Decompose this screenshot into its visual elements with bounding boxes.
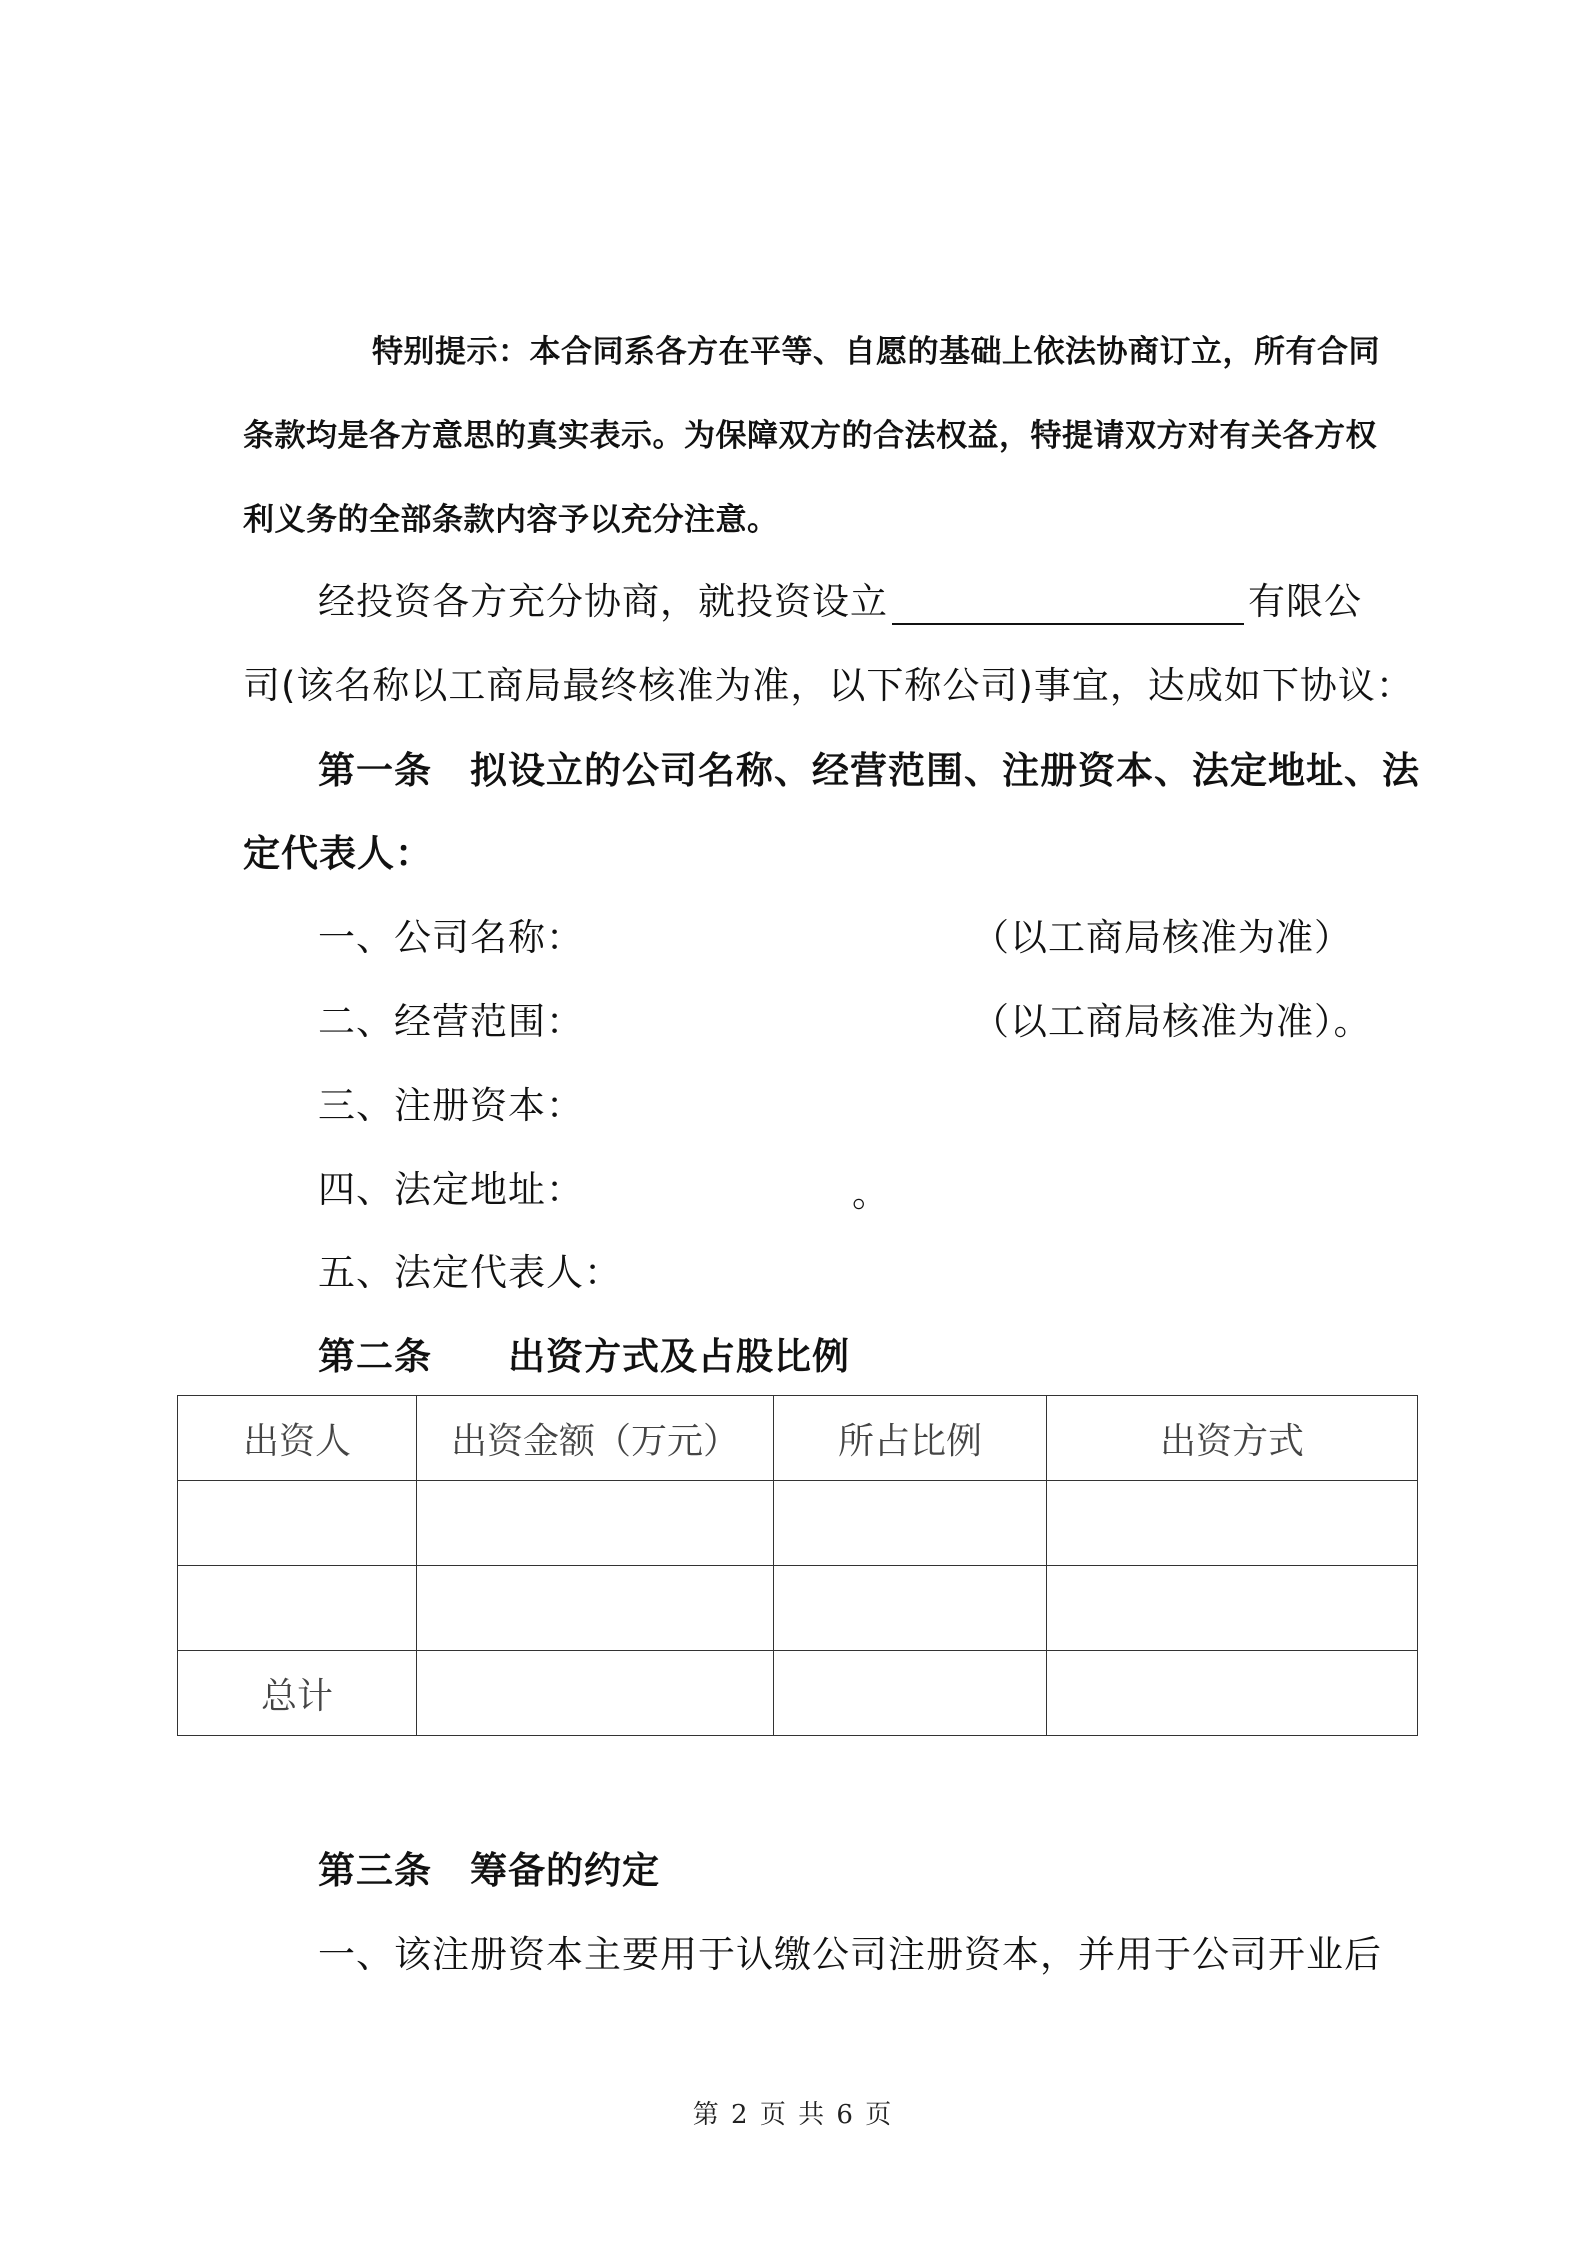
preamble-text-before: 经投资各方充分协商，就投资设立 bbox=[318, 580, 888, 623]
table-row bbox=[178, 1481, 1418, 1566]
header-method: 出资方式 bbox=[1047, 1396, 1418, 1481]
table-header-row bbox=[178, 1396, 1418, 1481]
item-registered-capital-label: 三、注册资本： bbox=[318, 1084, 584, 1127]
item-legal-representative-label: 五、法定代表人： bbox=[318, 1251, 622, 1294]
notice-line-1: 特别提示：本合同系各方在平等、自愿的基础上依法协商订立，所有合同 bbox=[372, 334, 1380, 370]
table-cell bbox=[178, 1481, 417, 1566]
item-company-name-label: 一、公司名称： bbox=[318, 916, 584, 959]
company-name-blank bbox=[892, 579, 1244, 625]
header-ratio: 所占比例 bbox=[774, 1396, 1047, 1481]
article3-line-1: 一、该注册资本主要用于认缴公司注册资本，并用于公司开业后 bbox=[318, 1933, 1382, 1976]
page-number-footer: 第 2 页 共 6 页 bbox=[692, 2100, 894, 2130]
preamble-text-after: 有限公 bbox=[1248, 580, 1362, 623]
table-cell bbox=[774, 1481, 1047, 1566]
article2-heading: 第二条 出资方式及占股比例 bbox=[318, 1335, 850, 1378]
article1-heading-line-1: 第一条 拟设立的公司名称、经营范围、注册资本、法定地址、法 bbox=[318, 749, 1420, 792]
table-cell bbox=[1047, 1566, 1418, 1651]
article3-heading: 第三条 筹备的约定 bbox=[318, 1849, 660, 1892]
notice-line-2: 条款均是各方意思的真实表示。为保障双方的合法权益，特提请双方对有关各方权 bbox=[243, 418, 1377, 454]
item-business-scope-label: 二、经营范围： bbox=[318, 1000, 584, 1043]
total-label-cell: 总计 bbox=[178, 1651, 417, 1736]
table-cell bbox=[1047, 1481, 1418, 1566]
header-amount: 出资金额（万元） bbox=[417, 1396, 774, 1481]
item-company-name-note: （以工商局核准为准） bbox=[972, 916, 1352, 959]
preamble-line-1 bbox=[318, 571, 1362, 625]
table-cell bbox=[178, 1566, 417, 1651]
table-row bbox=[178, 1566, 1418, 1651]
item-legal-address-end: 。 bbox=[852, 1172, 890, 1215]
item-legal-address-label: 四、法定地址： bbox=[318, 1168, 584, 1211]
table-cell bbox=[1047, 1651, 1418, 1736]
table-cell bbox=[417, 1481, 774, 1566]
header-contributor: 出资人 bbox=[178, 1396, 417, 1481]
capital-contribution-table bbox=[177, 1395, 1418, 1736]
table-cell bbox=[774, 1566, 1047, 1651]
table-total-row bbox=[178, 1651, 1418, 1736]
item-business-scope-note: （以工商局核准为准）。 bbox=[972, 1000, 1372, 1043]
preamble-line-2: 司(该名称以工商局最终核准为准，以下称公司)事宜，达成如下协议： bbox=[243, 664, 1414, 707]
table-cell bbox=[417, 1651, 774, 1736]
table-cell bbox=[417, 1566, 774, 1651]
article1-heading-line-2: 定代表人： bbox=[243, 832, 433, 875]
notice-line-3: 利义务的全部条款内容予以充分注意。 bbox=[243, 502, 779, 538]
table-cell bbox=[774, 1651, 1047, 1736]
